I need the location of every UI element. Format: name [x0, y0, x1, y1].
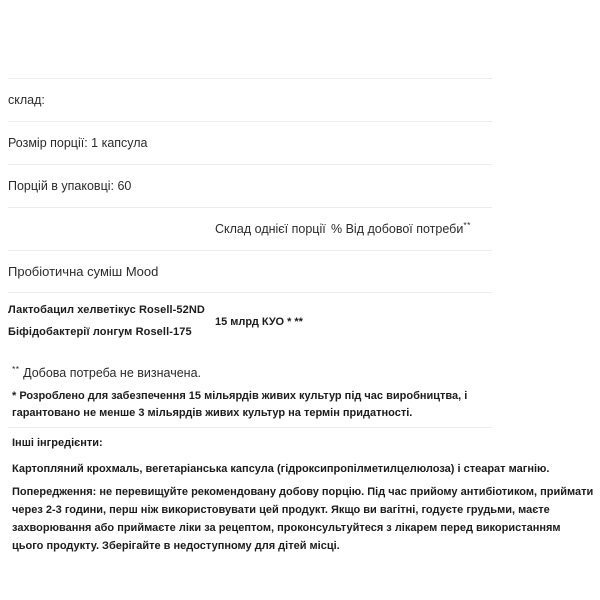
serving-size-text: Розмір порції: 1 капсула [8, 135, 148, 150]
table-row-blend-name [8, 251, 492, 293]
blend-amount-value: 15 млрд КУО * ** [215, 316, 303, 329]
header-daily-value [331, 208, 492, 251]
blend-name-cell [8, 251, 492, 293]
table-row-serving-size [8, 122, 492, 165]
footnote-daily-value [12, 364, 482, 383]
strain-list-cell [8, 293, 215, 351]
blend-name-label: Пробіотична суміш Mood [8, 263, 159, 279]
other-ingredients-heading: Інші інгредієнти: [12, 437, 103, 449]
section-divider [8, 427, 492, 428]
footnote-daily-value-marker: ** [12, 364, 20, 374]
header-amount-per-serving-label: Склад однієї порції [215, 221, 326, 236]
header-amount-per-serving [215, 208, 331, 251]
strain-amount-cell [215, 293, 492, 351]
strain-item: Лактобацил хелветікус Rosell-52ND [8, 304, 205, 317]
header-spacer-cell [8, 208, 215, 251]
table-row-strains [8, 293, 492, 351]
other-ingredients-body: Картопляний крохмаль, вегетаріанська капсула (гідроксипропілметилцелюлоза) і стеарат магнію. [12, 463, 550, 475]
table-row-column-headers [8, 208, 492, 251]
header-daily-value-label: % Від добової потреби [331, 222, 464, 237]
table-row-title [8, 79, 492, 122]
footnote-daily-value-text: Добова потреба не визначена. [23, 366, 201, 381]
footnote-cfu-text: * Розроблено для забезпечення 15 мільярдів живих культур під час виробництва, і гарантовано не менше 3 мільярдів живих культур на термін придатності. [12, 390, 468, 420]
header-daily-value-marker: ** [463, 219, 471, 230]
warning-text: Попередження: не перевищуйте рекомендовану добову порцію. Під час прийому антибіотиком, приймати через 2-3 години, перш ніж використовувати цей продукт. Якщо ви вагітні, годуєте грудьми, маєте захворювання або приймаєте ліки за рецептом, проконсультуйтеся з лікарем перед використанням цього продукту. Зберігайте в недоступному для дітей місці. [12, 486, 594, 553]
servings-per-container-text: Порцій в упаковці: 60 [8, 178, 132, 193]
supplement-facts-table [8, 78, 492, 351]
supplement-facts-title: склад: [8, 92, 45, 107]
strain-item: Біфідобактерії лонгум Rosell-175 [8, 326, 192, 339]
table-row-servings-per-container [8, 165, 492, 208]
